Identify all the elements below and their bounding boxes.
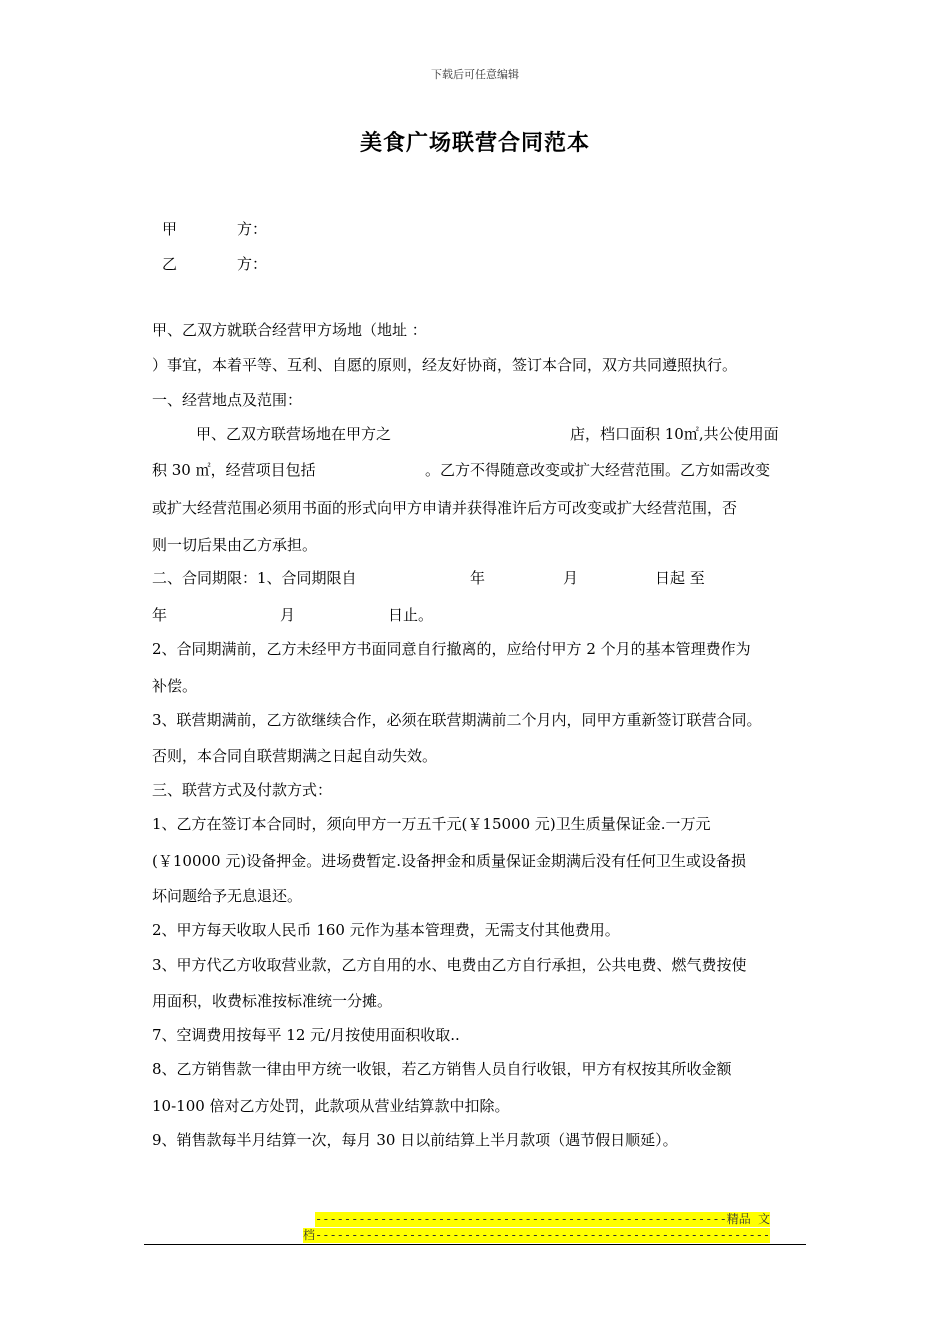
header-note: 下载后可任意编辑	[431, 68, 519, 81]
section-3-item-3a: 3、甲方代乙方收取营业款，乙方自用的水、电费由乙方自行承担，公共电费、燃气费按使	[152, 956, 747, 974]
section-2-item-2b: 补偿。	[152, 677, 198, 695]
page-title: 美食广场联营合同范本	[359, 130, 590, 156]
section-3-item-7: 7、空调费用按每平 12 元/月按使用面积收取..	[152, 1026, 460, 1044]
section-3-item-1c: 坏问题给予无息退还。	[152, 887, 303, 905]
section-1-heading: 一、经营地点及范围：	[152, 391, 303, 409]
intro-line-1: 甲、乙双方就联合经营甲方场地（地址 ：	[152, 321, 427, 339]
section-2-end-day: 日止。	[388, 606, 434, 624]
section-1-line-1b: 店，档口面积 10㎡,共公使用面	[570, 425, 779, 443]
party-b-label: 乙	[162, 255, 178, 273]
party-a-label: 甲	[162, 220, 178, 238]
section-2-item-2a: 2、合同期满前，乙方未经甲方书面同意自行撤离的，应给付甲方 2 个月的基本管理费作为	[152, 640, 751, 658]
section-3-item-3b: 用面积，收费标准按标准统一分摊。	[152, 992, 393, 1010]
section-2-item-3b: 否则，本合同自联营期满之日起自动失效。	[152, 747, 438, 765]
section-3-item-8a: 8、乙方销售款一律由甲方统一收银，若乙方销售人员自行收银，甲方有权按其所收金额	[152, 1060, 732, 1078]
section-2-end-month: 月	[280, 606, 296, 624]
section-2-end-year: 年	[152, 606, 168, 624]
section-3-item-8b: 10-100 倍对乙方处罚，此款项从营业结算款中扣除。	[152, 1097, 510, 1115]
section-3-item-2: 2、甲方每天收取人民币 160 元作为基本管理费，无需支付其他费用。	[152, 921, 620, 939]
section-3-item-1b: (￥10000 元)设备押金。进场费暂定.设备押金和质量保证金期满后没有任何卫生或设备损	[152, 852, 746, 870]
section-2-year: 年	[470, 569, 486, 587]
section-1-line-4: 则一切后果由乙方承担。	[152, 536, 318, 554]
section-1-line-1a: 甲、乙双方联营场地在甲方之	[196, 425, 392, 443]
section-2-month: 月	[563, 569, 579, 587]
section-1-line-2a: 积 30 ㎡，经营项目包括	[152, 461, 316, 479]
section-3-item-9: 9、销售款每半月结算一次，每月 30 日以前结算上半月款项（遇节假日顺延）。	[152, 1131, 678, 1149]
section-2-heading: 二、合同期限：1、合同期限自	[152, 569, 357, 587]
footer-watermark-line-1: ---------------------------------------------------------精品 文	[315, 1212, 771, 1226]
section-1-line-2b: 。乙方不得随意改变或扩大经营范围。乙方如需改变	[425, 461, 771, 479]
section-1-line-3: 或扩大经营范围必须用书面的形式向甲方申请并获得准许后方可改变或扩大经营范围，否	[152, 499, 738, 517]
party-a-suffix: 方：	[237, 220, 268, 238]
section-2-item-3a: 3、联营期满前，乙方欲继续合作，必须在联营期满前二个月内，同甲方重新签订联营合同。	[152, 711, 762, 729]
intro-line-2: ）事宜，本着平等、互利、自愿的原则，经友好协商，签订本合同，双方共同遵照执行。	[152, 356, 738, 374]
section-2-day: 日起 至	[655, 569, 705, 587]
section-3-item-1a: 1、乙方在签订本合同时，须向甲方一万五千元(￥15000 元)卫生质量保证金.一万元	[152, 815, 711, 833]
party-b-suffix: 方：	[237, 255, 268, 273]
section-3-heading: 三、联营方式及付款方式：	[152, 781, 333, 799]
footer-watermark-line-2: 档---------------------------------------------------------------	[303, 1228, 771, 1242]
footer-divider	[144, 1244, 806, 1245]
